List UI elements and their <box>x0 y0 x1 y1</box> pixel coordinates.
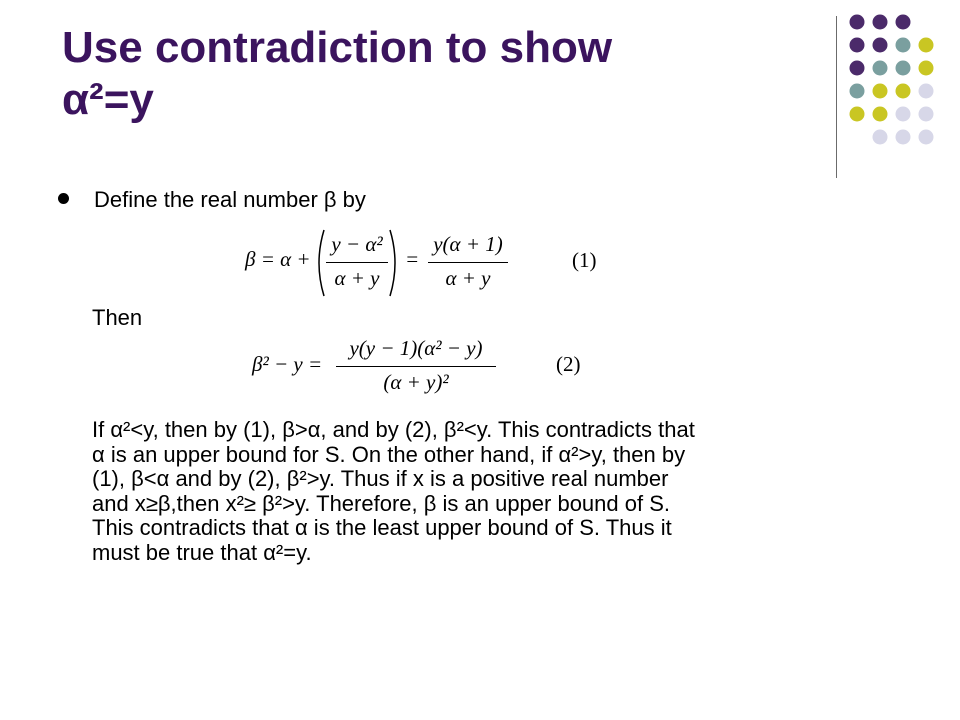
then-label: Then <box>92 305 143 330</box>
decorative-dot <box>896 15 911 30</box>
equation-2-numerator: y(y − 1)(α² − y) <box>349 336 483 360</box>
decorative-dot <box>873 130 888 145</box>
equation-1-equals: = <box>405 247 420 271</box>
decorative-dot <box>896 107 911 122</box>
proof-line-2: α is an upper bound for S. On the other hand, if α²>y, then by <box>92 441 686 467</box>
decorative-dot <box>896 38 911 53</box>
decorative-dot <box>919 107 934 122</box>
equation-2-denominator: (α + y)² <box>383 370 449 394</box>
decorative-dot <box>873 61 888 76</box>
equation-1-inner-numerator: y − α² <box>331 232 383 256</box>
equation-1-rhs-fraction-bar <box>428 262 508 263</box>
decorative-dot <box>919 130 934 145</box>
bullet-text: Define the real number β by <box>94 187 366 212</box>
decorative-dot <box>919 38 934 53</box>
equation-1-lhs: β = α + <box>245 247 311 271</box>
decorative-dot <box>873 15 888 30</box>
proof-line-3: (1), β<α and by (2), β²>y. Thus if x is a positive real number <box>92 466 669 491</box>
bullet-icon <box>58 193 69 204</box>
decorative-dot <box>850 15 865 30</box>
equation-1-rhs-denominator: α + y <box>445 266 491 290</box>
proof-paragraph <box>92 418 922 565</box>
equation-1-inner-denominator: α + y <box>334 266 380 290</box>
proof-line-6: must be true that α²=y. <box>92 539 312 565</box>
decorative-dot <box>850 107 865 122</box>
slide-title-line-2: α²=y <box>62 75 154 124</box>
proof-line-4: and x≥β,then x²≥ β²>y. Therefore, β is an upper bound of S. <box>92 490 670 516</box>
decorative-dot <box>850 38 865 53</box>
decorative-dot <box>873 84 888 99</box>
proof-line-5: This contradicts that α is the least upper bound of S. Thus it <box>92 515 672 540</box>
decorative-dot <box>873 38 888 53</box>
equation-1-inner-fraction-bar <box>326 262 388 263</box>
decorative-dot-grid <box>0 0 960 200</box>
equation-2-fraction-bar <box>336 366 496 367</box>
decorative-dot <box>873 107 888 122</box>
decorative-dot <box>850 61 865 76</box>
decorative-dot <box>896 61 911 76</box>
decorative-dot <box>896 84 911 99</box>
equation-1-number: (1) <box>572 248 597 272</box>
equation-1-rhs-numerator: y(α + 1) <box>433 232 503 256</box>
decorative-dot <box>919 61 934 76</box>
decorative-dot <box>919 84 934 99</box>
equation-2-lhs: β² − y = <box>252 352 323 376</box>
proof-line-1: If α²<y, then by (1), β>α, and by (2), β²<y. This contradicts that <box>92 417 695 442</box>
equation-2-number: (2) <box>556 352 581 376</box>
decorative-dot <box>896 130 911 145</box>
decorative-dot <box>850 84 865 99</box>
slide-title-line-1: Use contradiction to show <box>62 23 613 72</box>
